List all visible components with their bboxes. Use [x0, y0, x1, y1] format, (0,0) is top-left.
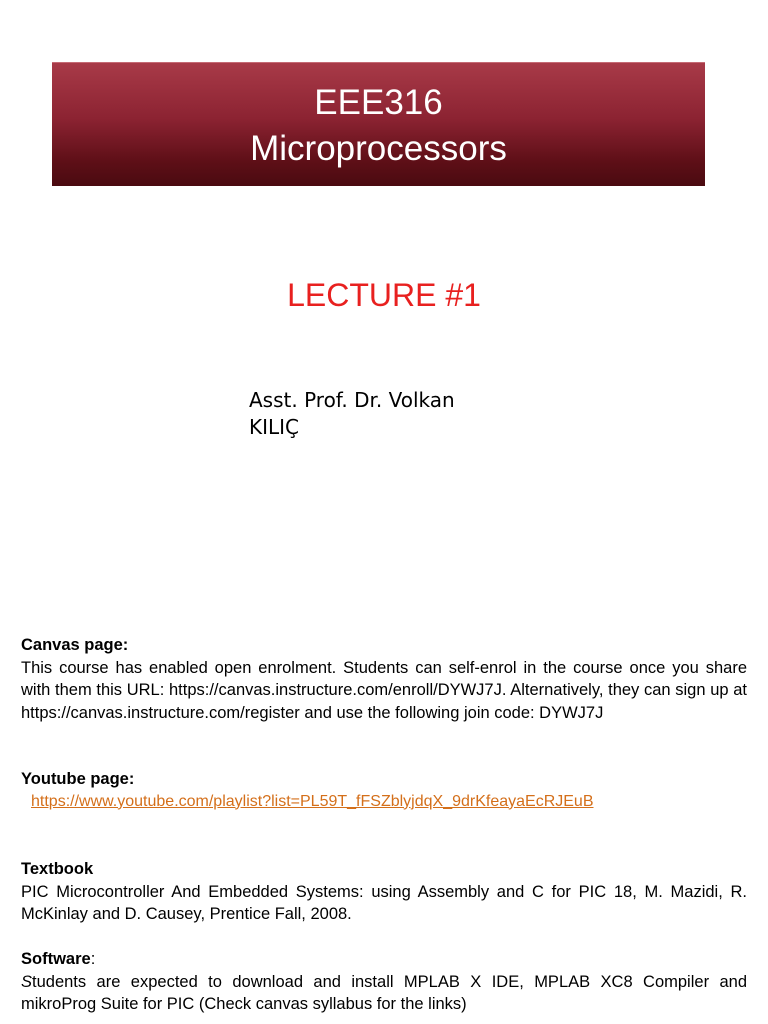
canvas-text: This course has enabled open enrolment. Students can self-enrol in the course once you share with them this URL: https://canvas.instructure.com/enroll/DYWJ7J. Alternatively, they can sign up at https://canvas.instructure.com/register and use the following join code: DYWJ7J — [21, 658, 747, 722]
course-name: Microprocessors — [250, 129, 507, 168]
canvas-heading: Canvas page: — [21, 636, 129, 654]
textbook-heading: Textbook — [21, 860, 94, 878]
course-code: EEE316 — [314, 83, 443, 122]
textbook-section — [21, 858, 747, 926]
software-heading: Software — [21, 950, 91, 968]
lecture-title: LECTURE #1 — [287, 277, 481, 313]
software-text-row — [21, 971, 747, 1016]
author-name — [249, 387, 529, 441]
author-line-2: KILIÇ — [249, 415, 300, 439]
youtube-section — [21, 768, 747, 813]
author-line-1: Asst. Prof. Dr. Volkan — [249, 388, 455, 412]
youtube-heading: Youtube page: — [21, 770, 135, 788]
canvas-section — [21, 634, 747, 724]
software-heading-row — [21, 948, 747, 971]
software-text: tudents are expected to download and install MPLAB X IDE, MPLAB XC8 Compiler and mikroProg Suite for PIC (Check canvas syllabus for the links) — [21, 972, 747, 1013]
youtube-playlist-link[interactable]: https://www.youtube.com/playlist?list=PL59T_fFSZblyjdqX_9drKfeayaEcRJEuB — [31, 792, 594, 810]
software-colon: : — [90, 950, 96, 968]
software-section — [21, 948, 747, 1016]
software-first-letter: S — [21, 972, 33, 991]
textbook-text: PIC Microcontroller And Embedded Systems: using Assembly and C for PIC 18, M. Mazidi, R. McKinlay and D. Causey, Prentice Fall, 2008. — [21, 882, 747, 923]
title-banner — [52, 62, 705, 186]
